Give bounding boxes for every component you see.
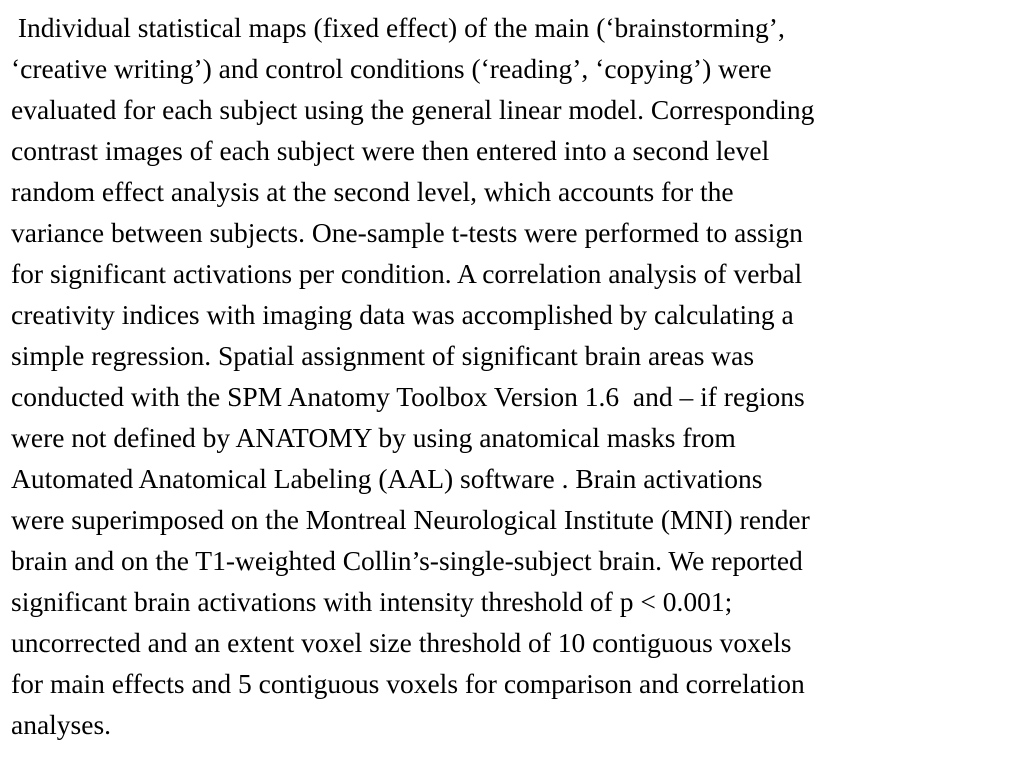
paragraph-line-14: brain and on the T1-weighted Collin’s-single-subject brain. We reported xyxy=(11,545,803,576)
paragraph-line-3: evaluated for each subject using the general linear model. Corresponding xyxy=(11,94,815,125)
paragraph-line-1: Individual statistical maps (fixed effect) of the main (‘brainstorming’, xyxy=(11,12,785,43)
paragraph-line-5: random effect analysis at the second level, which accounts for the xyxy=(11,176,734,207)
paragraph-line-15: significant brain activations with intensity threshold of p < 0.001; xyxy=(11,586,733,617)
paragraph-line-17: for main effects and 5 contiguous voxels for comparison and correlation xyxy=(11,668,805,699)
paragraph-line-11: were not defined by ANATOMY by using anatomical masks from xyxy=(11,422,736,453)
paragraph-line-18: analyses. xyxy=(11,709,112,740)
paragraph-line-13: were superimposed on the Montreal Neurological Institute (MNI) render xyxy=(11,504,810,535)
paragraph-line-10: conducted with the SPM Anatomy Toolbox Version 1.6 and – if regions xyxy=(11,381,805,412)
methods-paragraph xyxy=(11,7,1021,745)
paragraph-line-7: for significant activations per condition. A correlation analysis of verbal xyxy=(11,258,803,289)
paragraph-line-6: variance between subjects. One-sample t-tests were performed to assign xyxy=(11,217,803,248)
paragraph-line-12: Automated Anatomical Labeling (AAL) software . Brain activations xyxy=(11,463,763,494)
paragraph-line-9: simple regression. Spatial assignment of significant brain areas was xyxy=(11,340,755,371)
paragraph-line-2: ‘creative writing’) and control conditions (‘reading’, ‘copying’) were xyxy=(11,53,772,84)
paragraph-line-16: uncorrected and an extent voxel size threshold of 10 contiguous voxels xyxy=(11,627,792,658)
paragraph-line-8: creativity indices with imaging data was accomplished by calculating a xyxy=(11,299,794,330)
paragraph-line-4: contrast images of each subject were then entered into a second level xyxy=(11,135,770,166)
